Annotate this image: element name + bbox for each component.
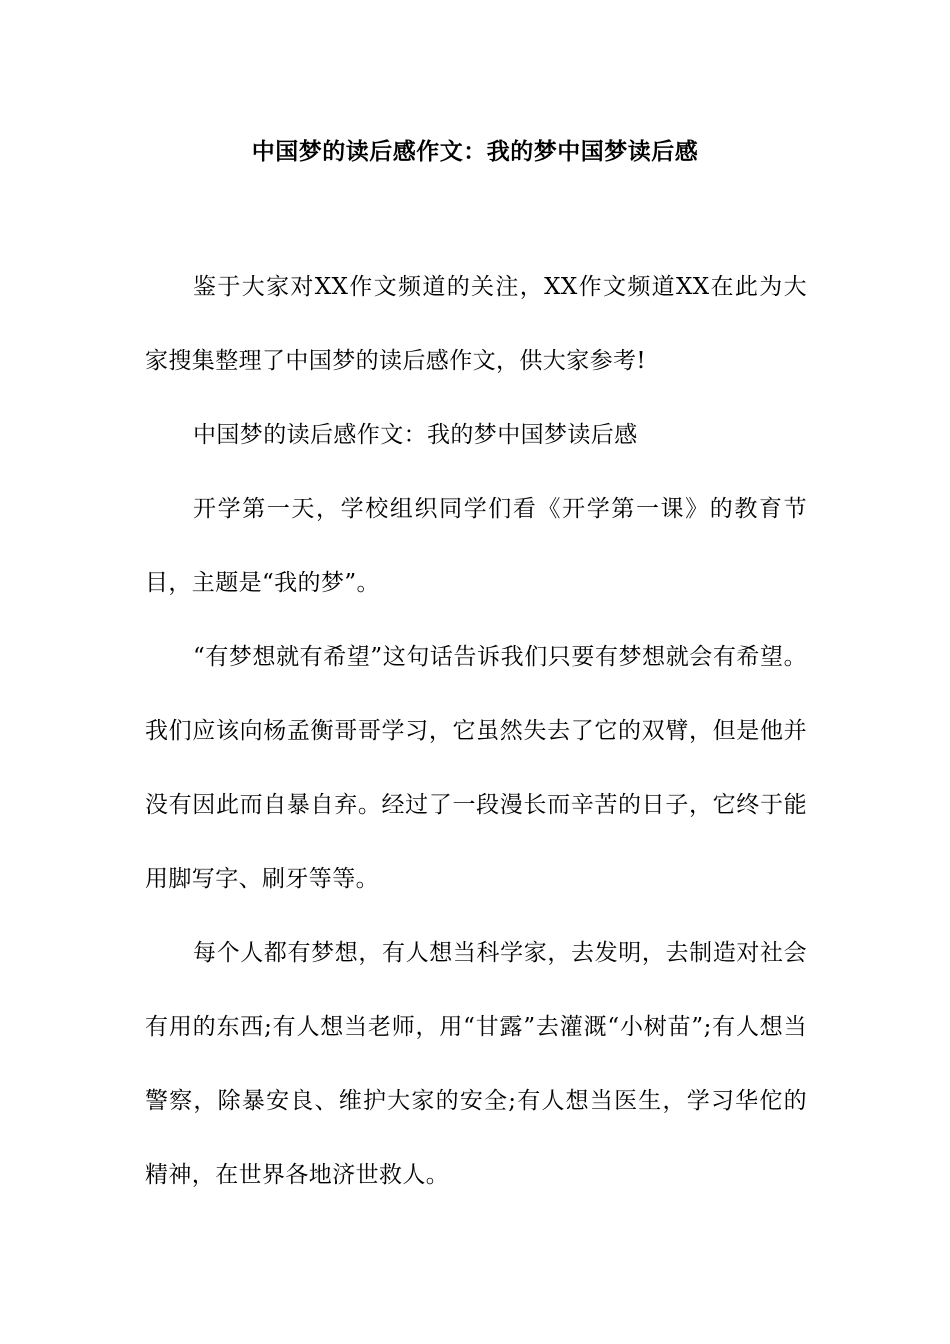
paragraph-hope: “有梦想就有希望”这句话告诉我们只要有梦想就会有希望。我们应该向杨孟衡哥哥学习，它虽然失去了它的双臂，但是他并没有因此而自暴自弃。经过了一段漫长而辛苦的日子，它终于能用脚写字、刷牙等等。: [145, 644, 807, 892]
document-body: [145, 250, 807, 1212]
paragraph-dreams: 每个人都有梦想，有人想当科学家，去发明，去制造对社会有用的东西;有人想当老师，用“甘露”去灌溉“小树苗”;有人想当警察，除暴安良、维护大家的安全;有人想当医生，学习华佗的精神，在世界各地济世救人。: [145, 940, 807, 1188]
paragraph-subtitle: 中国梦的读后感作文：我的梦中国梦读后感: [193, 422, 638, 448]
document-title: 中国梦的读后感作文：我的梦中国梦读后感: [251, 139, 699, 165]
paragraph-first-day: 开学第一天，学校组织同学们看《开学第一课》的教育节目，主题是“我的梦”。: [145, 496, 807, 596]
paragraph-intro: 鉴于大家对XX作文频道的关注，XX作文频道XX在此为大家搜集整理了中国梦的读后感作文，供大家参考!: [145, 274, 807, 374]
